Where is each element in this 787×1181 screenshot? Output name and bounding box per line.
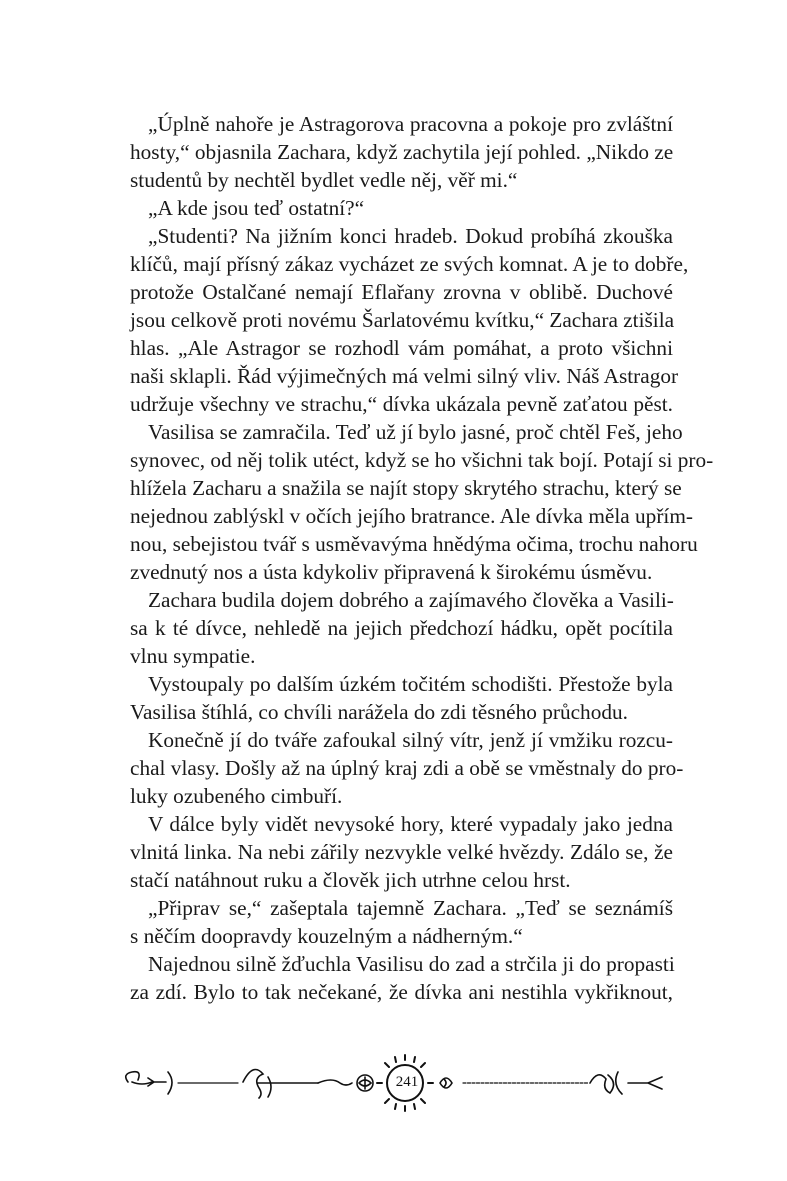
text-line: nejednou zablýskl v očích jejího bratrance. Ale dívka měla upřím- bbox=[130, 504, 693, 528]
text-line: vlnitá linka. Na nebi zářily nezvykle velké hvězdy. Zdálo se, že bbox=[130, 840, 673, 864]
body-text bbox=[130, 110, 714, 1006]
text-line: Vystoupaly po dalším úzkém točitém schodišti. Přestože byla bbox=[148, 672, 673, 696]
text-line: naši sklapli. Řád výjimečných má velmi silný vliv. Náš Astragor bbox=[130, 364, 679, 388]
text-line: klíčů, mají přísný zákaz vycházet ze svých komnat. A je to dobře, bbox=[130, 252, 689, 276]
text-line: Zachara budila dojem dobrého a zajímavého člověka a Vasili- bbox=[148, 588, 674, 612]
text-line: stačí natáhnout ruku a člověk jich utrhne celou hrst. bbox=[130, 868, 571, 892]
text-line: studentů by nechtěl bydlet vedle něj, věř mi.“ bbox=[130, 168, 518, 192]
text-line: s něčím doopravdy kouzelným a nádherným.“ bbox=[130, 924, 523, 948]
text-line: Konečně jí do tváře zafoukal silný vítr, jenž jí vmžiku rozcu- bbox=[148, 728, 673, 752]
text-line: hlížela Zacharu a snažila se najít stopy skrytého strachu, který se bbox=[130, 476, 682, 500]
rosette-right-icon bbox=[440, 1078, 452, 1088]
text-line: „A kde jsou teď ostatní?“ bbox=[148, 196, 365, 220]
page-number: 241 bbox=[395, 1074, 419, 1090]
text-line: Vasilisa štíhlá, co chvíli narážela do zdi těsného průchodu. bbox=[130, 700, 628, 724]
text-line: nou, sebejistou tvář s usměvavýma hnědýma očima, trochu nahoru bbox=[130, 532, 698, 556]
text-line: luky ozubeného cimbuří. bbox=[130, 784, 343, 808]
text-line: V dálce byly vidět nevysoké hory, které vypadaly jako jedna bbox=[148, 812, 673, 836]
text-line: Najednou silně žďuchla Vasilisu do zad a strčila ji do propasti bbox=[148, 952, 675, 976]
text-line: synovec, od něj tolik utéct, když se ho všichni tak bojí. Potají si pro- bbox=[130, 448, 714, 472]
text-line: „Studenti? Na jižním konci hradeb. Dokud probíhá zkouška bbox=[148, 224, 673, 248]
text-line: protože Ostalčané nemají Eflařany zrovna v oblibě. Duchové bbox=[130, 280, 673, 304]
text-line: hlas. „Ale Astragor se rozhodl vám pomáhat, a proto všichni bbox=[130, 336, 673, 360]
text-line: Vasilisa se zamračila. Teď už jí bylo jasné, proč chtěl Feš, jeho bbox=[148, 420, 683, 444]
text-line: „Úplně nahoře je Astragorova pracovna a pokoje pro zvláštní bbox=[148, 112, 673, 136]
text-line: „Připrav se,“ zašeptala tajemně Zachara. „Teď se seznámíš bbox=[148, 896, 673, 920]
left-scroll-icon bbox=[126, 1072, 172, 1094]
text-line: zvednutý nos a ústa kdykoliv připravená k širokému úsměvu. bbox=[130, 560, 653, 584]
right-flourish-icon bbox=[590, 1072, 662, 1094]
text-line: vlnu sympatie. bbox=[130, 644, 256, 668]
text-line: za zdí. Bylo to tak nečekané, že dívka ani nestihla vykřiknout, bbox=[130, 980, 673, 1004]
left-flourish-icon bbox=[243, 1070, 318, 1099]
text-line: sa k té dívce, nehledě na jejich předchozí hádku, opět pocítila bbox=[130, 616, 673, 640]
text-line: udržuje všechny ve strachu,“ dívka ukázala pevně zaťatou pěst. bbox=[130, 392, 673, 416]
text-line: jsou celkově proti novému Šarlatovému kvítku,“ Zachara ztišila bbox=[130, 308, 675, 332]
text-line: chal vlasy. Došly až na úplný kraj zdi a obě se vměstnaly do pro- bbox=[130, 756, 684, 780]
text-line: hosty,“ objasnila Zachara, když zachytila její pohled. „Nikdo ze bbox=[130, 140, 674, 164]
